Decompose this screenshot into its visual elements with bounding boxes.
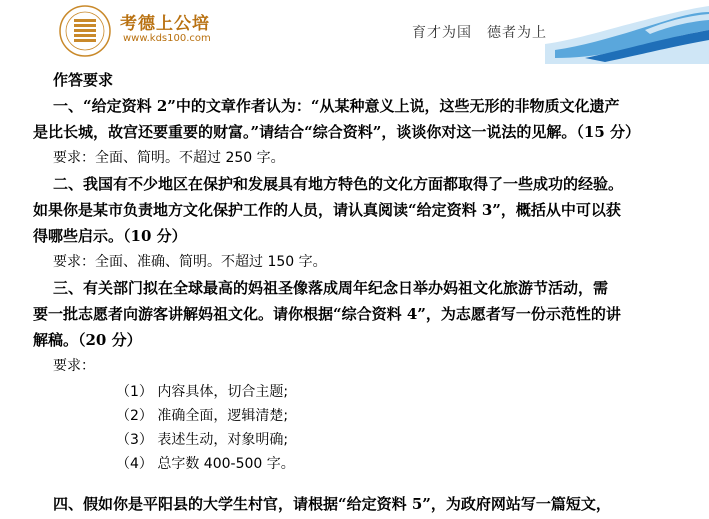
- question-3-line-2: 要一批志愿者向游客讲解妈祖文化。请你根据“综合资料 4”，为志愿者写一份示范性的讲: [33, 305, 621, 323]
- page-header: [0, 0, 709, 64]
- question-4-line-1: 四、假如你是平阳县的大学生村官，请根据“给定资料 5”，为政府网站写一篇短文，: [53, 495, 611, 513]
- question-2-line-1: 二、我国有不少地区在保护和发展具有地方特色的文化方面都取得了一些成功的经验。: [53, 175, 624, 193]
- question-2-requirement: 要求：全面、准确、简明。不超过 150 字。: [53, 254, 327, 270]
- question-3-requirement-item: （3） 表述生动，对象明确;: [116, 432, 289, 448]
- question-2-line-2: 如果你是某市负责地方文化保护工作的人员，请认真阅读“给定资料 3”，概括从中可以获: [33, 201, 621, 219]
- logo-emblem-icon: [58, 4, 112, 58]
- question-3-requirement-item: （1） 内容具体，切合主题;: [116, 384, 289, 400]
- question-3-requirement-item: （2） 准确全面，逻辑清楚;: [116, 408, 289, 424]
- question-1-requirement: 要求：全面、简明。不超过 250 字。: [53, 150, 285, 166]
- question-1-line-2: 是比长城，故宫还要重要的财富。”请结合“综合资料”，谈谈你对这一说法的见解。（15 分）: [33, 123, 640, 141]
- question-3-line-3: 解稿。（20 分）: [33, 331, 142, 349]
- question-1-line-1: 一、“给定资料 2”中的文章作者认为：“从某种意义上说，这些无形的非物质文化遗产: [53, 97, 620, 115]
- logo-name: 考德上公培: [120, 14, 210, 34]
- logo-url: www.kds100.com: [123, 33, 211, 44]
- section-heading: 作答要求: [53, 71, 114, 89]
- question-3-requirement-label: 要求：: [53, 358, 95, 374]
- wave-banner-icon: [545, 0, 709, 64]
- question-2-line-3: 得哪些启示。（10 分）: [33, 227, 187, 245]
- header-slogan: 育才为国 德者为上: [412, 25, 547, 41]
- question-3-line-1: 三、有关部门拟在全球最高的妈祖圣像落成周年纪念日举办妈祖文化旅游节活动，需: [53, 279, 609, 297]
- question-3-requirement-item: （4） 总字数 400-500 字。: [116, 456, 295, 472]
